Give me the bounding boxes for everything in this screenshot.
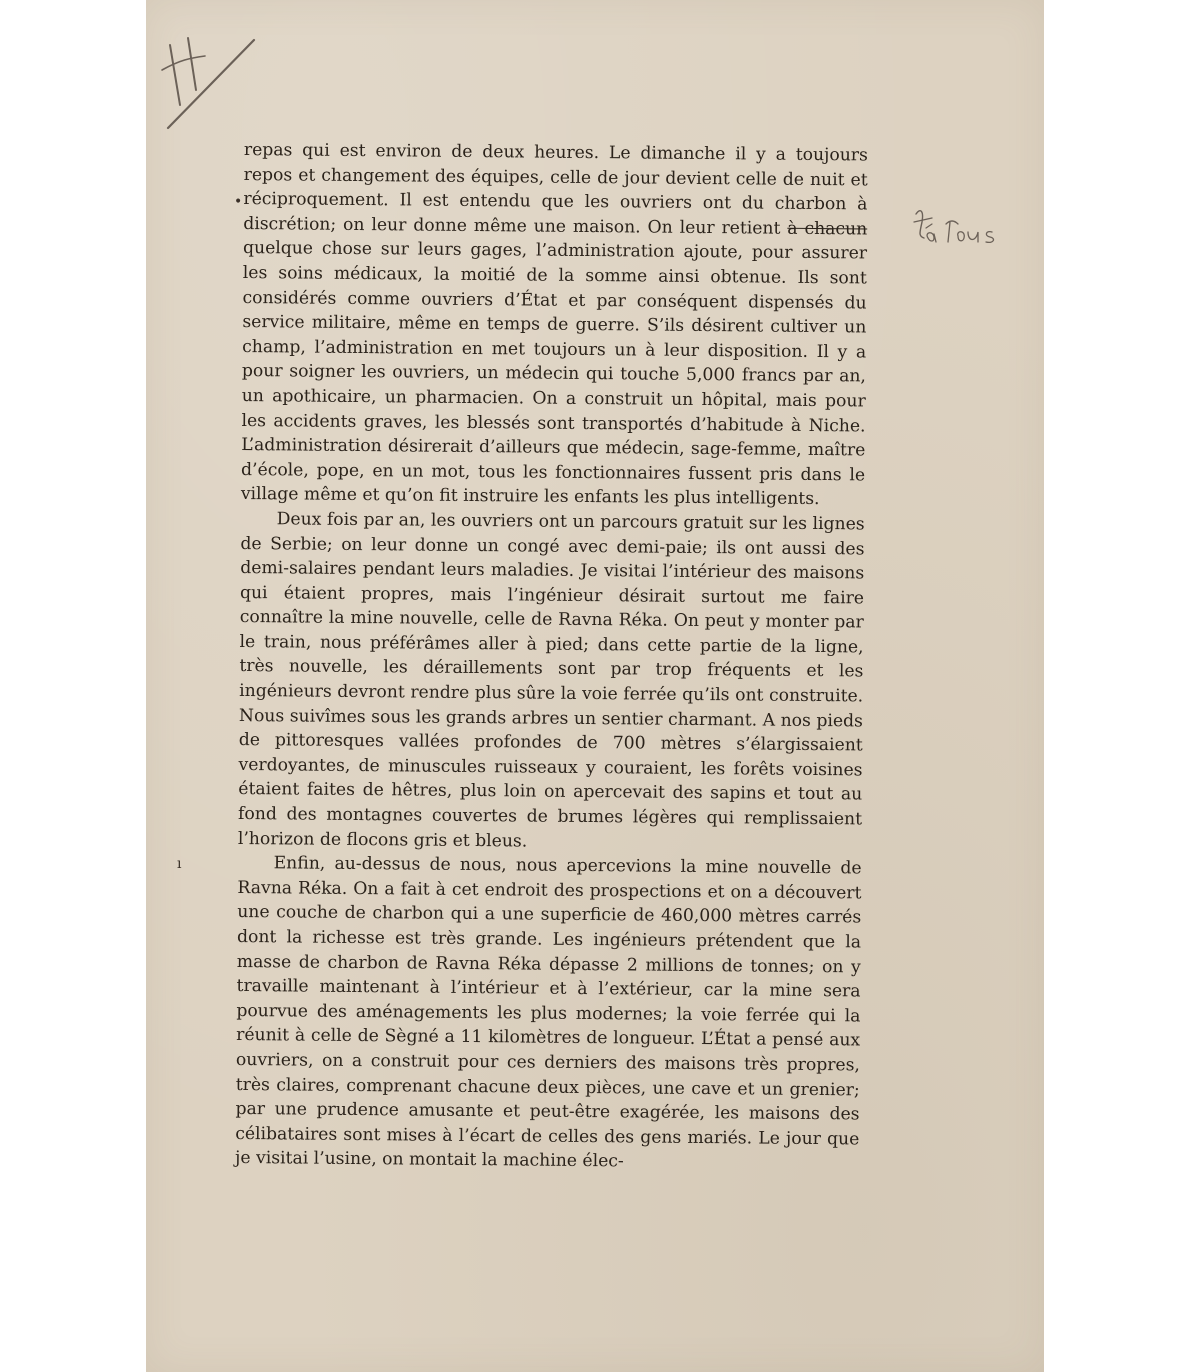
text-segment: Deux fois par an, les ouvriers ont un parcours gratuit sur les lignes de Serbie; on leur donne un congé avec demi-paie; ils ont aussi des demi-salaires pendant leurs maladies. Je visitai l’intérieur des maisons qui étaient propres, mais l’ingénieur désirait surtout me faire connaître la mine nouvelle, celle de Ravna Réka. On peut y monter par le train, nous préférâmes aller à pied; dans cette partie de la ligne, très nouvelle, les déraillements sont par trop fréquents et les ingénieurs devront rendre plus sûre la voie ferrée qu’ils ont construite. Nous suivîmes sous les grands arbres un sentier charmant. A nos pieds de pittoresques vallées profondes de 700 mètres s’élargissaient verdoyantes, de minuscules ruisseaux y couraient, les forêts voisines étaient faites de hêtres, plus loin on apercevait des sapins et tout au fond des montagnes couvertes de brumes légères qui remplissaient l’horizon de flocons gris et bleus. <box>237 509 865 852</box>
margin-tick: ı <box>177 856 182 872</box>
page-body-text <box>235 138 868 1176</box>
text-segment: quelque chose sur leurs gages, l’administration ajoute, pour assurer les soins médicaux, la moitié de la somme ainsi obtenue. Ils sont considérés comme ouvriers d’État et par conséquent dispensés du service militaire, même en temps de guerre. S’ils désirent cultiver un champ, l’administration en met toujours un à leur disposition. Il y a pour soigner les ouvriers, un médecin qui touche 5,000 francs par an, un apothicaire, un pharmacien. On a construit un hôpital, mais pour les accidents graves, les blessés sont transportés d’habitude à Niche. L’administration désirerait d’ailleurs que médecin, sage-femme, maître d’école, pope, en un mot, tous les fonctionnaires fussent pris dans le village même et qu’on fit instruire les enfants les plus intelligents. <box>240 238 868 510</box>
paragraph-3 <box>235 851 862 1176</box>
text-segment: repas qui est environ de deux heures. Le dimanche il y a toujours repos et changement des équipes, celle de jour devient celle de nuit et réciproquement. Il est entendu que les ouvriers ont du charbon à discrétion; on leur donne même une maison. On leur retient <box>243 139 868 239</box>
paragraph-1 <box>241 138 868 512</box>
margin-dot: • <box>234 194 243 210</box>
struck-text-segment: à chacun <box>787 218 868 240</box>
pencil-corner-marks <box>150 10 270 140</box>
paragraph-2 <box>238 507 865 857</box>
handwritten-margin-note <box>906 202 1006 252</box>
text-segment: Enfin, au-dessus de nous, nous apercevions la mine nouvelle de Ravna Réka. On a fait à cet endroit des prospections et on a découvert une couche de charbon qui a une superficie de 460,000 mètres carrés dont la richesse est très grande. Les ingénieurs prétendent que la masse de charbon de Ravna Réka dépasse 2 millions de tonnes; on y travaille maintenant à l’intérieur et à l’extérieur, car la mine sera pourvue des aménagements les plus modernes; la voie ferrée qui la réunit à celle de Sègné a 11 kilomètres de longueur. L’État a pensé aux ouvriers, on a construit pour ces derniers des maisons très propres, très claires, comprenant chacune deux pièces, une cave et un grenier; par une prudence amusante et peut-être exagérée, les maisons des célibataires sont mises à l’écart de celles des gens mariés. Le jour que je visitai l’usine, on montait la machine élec- <box>235 853 862 1172</box>
